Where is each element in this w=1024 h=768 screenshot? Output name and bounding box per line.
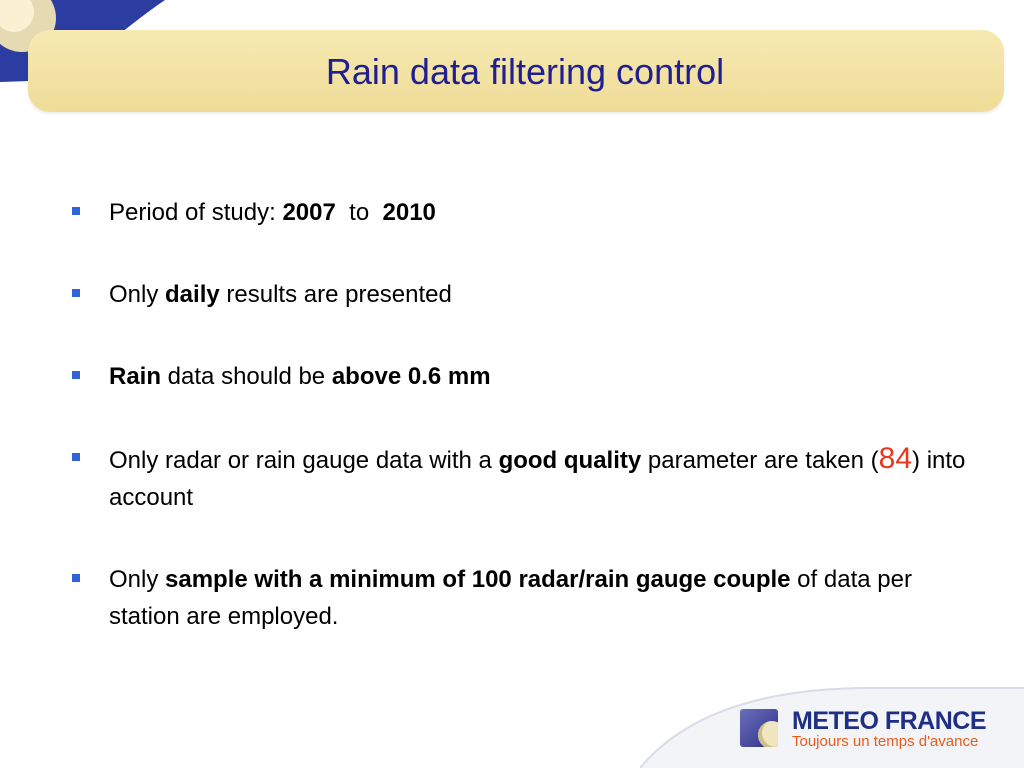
bullet-daily: Only daily results are presented bbox=[72, 276, 972, 313]
bullet-marker-icon bbox=[72, 207, 80, 215]
bullet-rain-threshold: Rain data should be above 0.6 mm bbox=[72, 358, 972, 395]
bullet-marker-icon bbox=[72, 574, 80, 582]
meteo-france-logo bbox=[740, 706, 1010, 756]
bullet-period: Period of study: 2007 to 2010 bbox=[72, 194, 972, 231]
bullet-list bbox=[72, 194, 972, 635]
logo-name: METEO FRANCE bbox=[792, 707, 986, 735]
logo-tagline: Toujours un temps d'avance bbox=[792, 733, 979, 750]
bullet-marker-icon bbox=[72, 289, 80, 297]
bullet-marker-icon bbox=[72, 371, 80, 379]
sun-emblem-icon bbox=[740, 709, 778, 747]
bullet-quality: Only radar or rain gauge data with a good quality parameter are taken (84) into account bbox=[72, 440, 972, 516]
bullet-marker-icon bbox=[72, 453, 80, 461]
quality-count: 84 bbox=[878, 442, 913, 475]
bullet-sample-size: Only sample with a minimum of 100 radar/rain gauge couple of data per station are employed. bbox=[72, 561, 972, 635]
slide-title: Rain data filtering control bbox=[325, 51, 725, 92]
